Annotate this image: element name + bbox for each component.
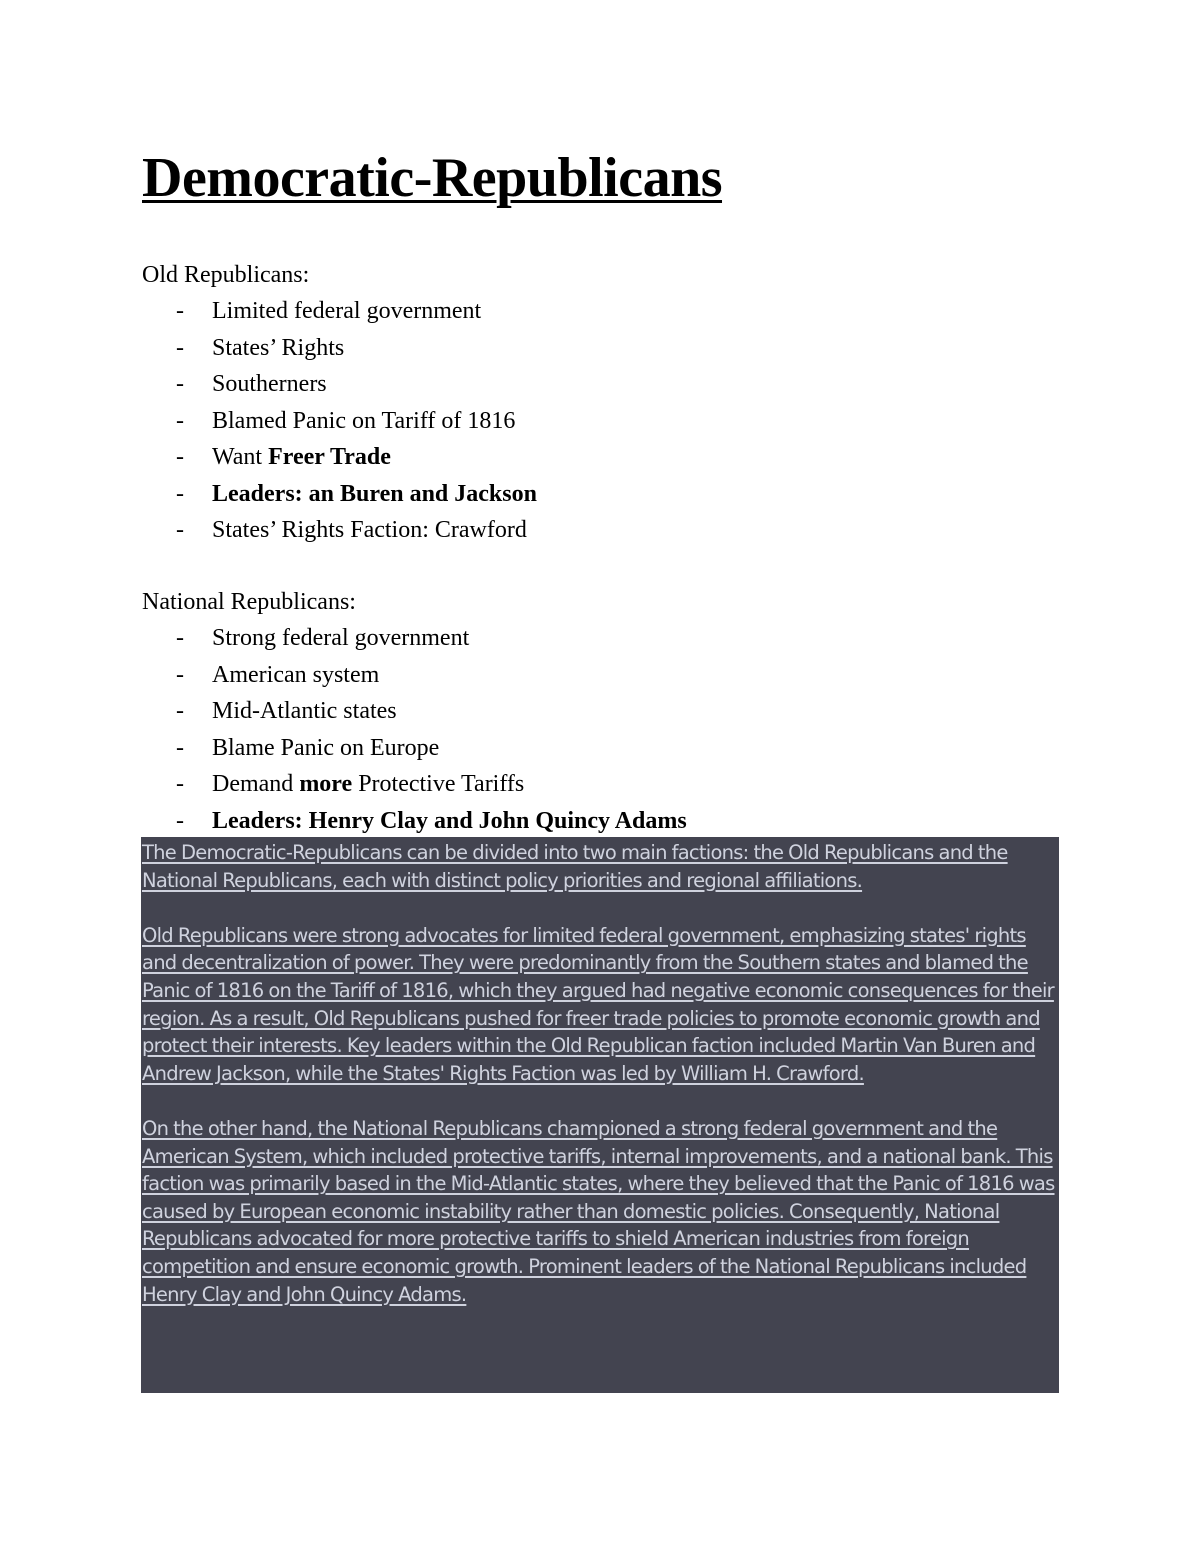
bullet-dash: - — [176, 334, 184, 361]
list-item — [142, 620, 687, 657]
list-item — [142, 730, 687, 767]
list-item — [142, 693, 687, 730]
list-item-text: Strong federal government — [212, 625, 470, 651]
bullet-dash: - — [176, 517, 184, 543]
summary-paragraph: The Democratic-Republicans can be divided into two main factions: the Old Republicans and the National Republicans, each with distinct policy priorities and regional affiliations. — [142, 841, 1008, 892]
summary-text-box — [141, 837, 1059, 1393]
bullet-dash: - — [176, 407, 184, 434]
list-item-text: Mid-Atlantic states — [212, 698, 397, 724]
list-item-text: States’ Rights Faction: Crawford — [212, 517, 527, 543]
list-item-text: more — [299, 771, 353, 797]
bullet-dash: - — [176, 625, 184, 651]
summary-paragraph: Old Republicans were strong advocates for limited federal government, emphasizing states' rights and decentralization of power. They were predominantly from the Southern states and blamed the Panic of 1816 on the Tariff of 1816, which they argued had negative economic consequences for their region. As a result, Old Republicans pushed for freer trade policies to promote economic growth and protect their interests. Key leaders within the Old Republican faction included Martin Van Buren and Andrew Jackson, while the States' Rights Faction was led by William H. Crawford. — [142, 923, 1054, 1085]
list-item — [142, 657, 687, 694]
list-item — [142, 366, 537, 403]
list-item-text: Limited federal government — [212, 298, 482, 324]
list-item-text: States’ Rights — [212, 334, 345, 361]
list-item — [142, 330, 537, 367]
bullet-dash: - — [176, 444, 184, 470]
list-item — [142, 512, 537, 549]
section-heading: National Republicans: — [142, 589, 356, 615]
bullet-dash: - — [176, 371, 184, 397]
bullet-dash: - — [176, 661, 184, 688]
list-item — [142, 293, 537, 330]
bullet-dash: - — [176, 771, 184, 797]
page-title: Democratic-Republicans — [142, 147, 723, 209]
list-item-text: Freer Trade — [268, 444, 391, 470]
list-item-text: Blamed Panic on Tariff of 1816 — [212, 407, 516, 434]
bullet-dash: - — [176, 298, 184, 324]
list-item — [142, 766, 687, 803]
list-item-text: Southerners — [212, 371, 327, 397]
list-item-text: Protective Tariffs — [352, 771, 525, 797]
national-republicans-section — [142, 584, 687, 839]
list-item — [142, 403, 537, 440]
list-item — [142, 439, 537, 476]
national-republicans-list — [142, 620, 687, 839]
summary-paragraph: On the other hand, the National Republicans championed a strong federal government and the American System, which included protective tariffs, internal improvements, and a national bank. This faction was primarily based in the Mid-Atlantic states, where they believed that the Panic of 1816 was caused by European economic instability rather than domestic policies. Consequently, National Republicans advocated for more protective tariffs to shield American industries from foreign competition and ensure economic growth. Prominent leaders of the National Republicans included Henry Clay and John Quincy Adams. — [142, 1116, 1055, 1306]
list-item-text: Blame Panic on Europe — [212, 734, 440, 761]
section-heading: Old Republicans: — [142, 262, 310, 288]
list-item — [142, 476, 537, 513]
bullet-dash: - — [176, 698, 184, 724]
list-item-text: American system — [212, 661, 380, 688]
old-republicans-section — [142, 257, 537, 549]
old-republicans-list — [142, 293, 537, 549]
list-item-text: Leaders: an Buren and Jackson — [212, 480, 537, 507]
list-item-text: Leaders: Henry Clay and John Quincy Adams — [212, 807, 687, 834]
list-item-text: Demand — [212, 771, 300, 797]
bullet-dash: - — [176, 807, 184, 834]
bullet-dash: - — [176, 734, 184, 761]
list-item-text: Want — [212, 444, 269, 470]
bullet-dash: - — [176, 480, 184, 507]
list-item — [142, 803, 687, 840]
